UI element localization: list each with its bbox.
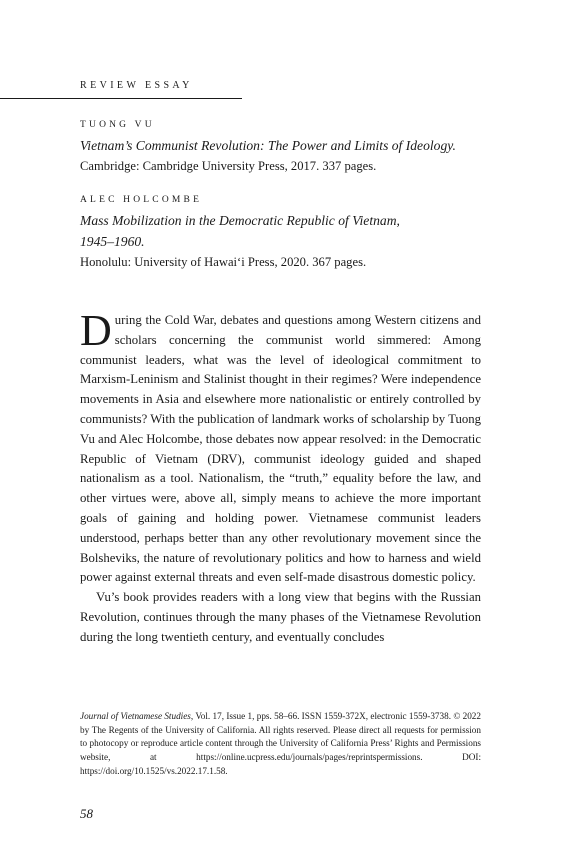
journal-name: Journal of Vietnamese Studies bbox=[80, 711, 191, 721]
review-publication-1: Cambridge: Cambridge University Press, 2017. 337 pages. bbox=[80, 159, 377, 173]
essay-body bbox=[80, 306, 481, 648]
review-title-1: Vietnam’s Communist Revolution: The Power and Limits of Ideology. bbox=[80, 138, 456, 153]
essay-paragraph-1 bbox=[80, 306, 481, 588]
section-label: REVIEW ESSAY bbox=[80, 80, 193, 91]
publication-footnote bbox=[80, 710, 481, 779]
paragraph-1-text: uring the Cold War, debates and questions among Western citizens and scholars concerning the communist world simmered: Among communist leaders, what was the level of ideological commitment to Marxism-Leninism and Stalinist thought in their regimes? Were independence movements in Asia and elsewhere more nationalistic or entirely controlled by communists? With the publication of landmark works of scholarship by Tuong Vu and Alec Holcombe, those debates now appear resolved: in the Democratic Republic of Vietnam (DRV), communist ideology guided and shaped nationalism as a tool. Nationalism, the “truth,” equality before the law, and other virtues were, above all, simply means to achieve the more important goals of gaining and holding power. Vietnamese communist leaders understood, perhaps better than any other revolutionary movement since the Bolsheviks, the nature of revolutionary politics and how to harness and wield power against external threats and even self-made disastrous domestic policy. bbox=[80, 313, 481, 585]
section-rule bbox=[0, 98, 242, 99]
footnote-text: , Vol. 17, Issue 1, pps. 58–66. ISSN 1559-372X, electronic 1559-3738. © 2022 by The Regents of the University of California. All rights reserved. Please direct all requests for permission to photocopy or reproduce article content through the University of California Press’ Rights and Permissions website, at https://online.ucpress.edu/journals/pages/reprintspermissions. DOI: https://doi.org/10.1525/vs.2022.17.1.58. bbox=[80, 711, 481, 776]
review-author-2: ALEC HOLCOMBE bbox=[80, 195, 203, 205]
review-author-1: TUONG VU bbox=[80, 120, 155, 130]
page-number: 58 bbox=[80, 806, 93, 821]
review-publication-2: Honolulu: University of Hawaiʻi Press, 2020. 367 pages. bbox=[80, 255, 367, 269]
essay-paragraph-2: Vu’s book provides readers with a long view that begins with the Russian Revolution, continues through the many phases of the Vietnamese Revolution during the long twentieth century, and eventually concludes bbox=[80, 590, 481, 644]
drop-cap: D bbox=[80, 306, 112, 355]
review-title-2-line1: Mass Mobilization in the Democratic Republic of Vietnam, bbox=[80, 213, 400, 228]
review-title-2-line2: 1945–1960. bbox=[80, 234, 145, 249]
